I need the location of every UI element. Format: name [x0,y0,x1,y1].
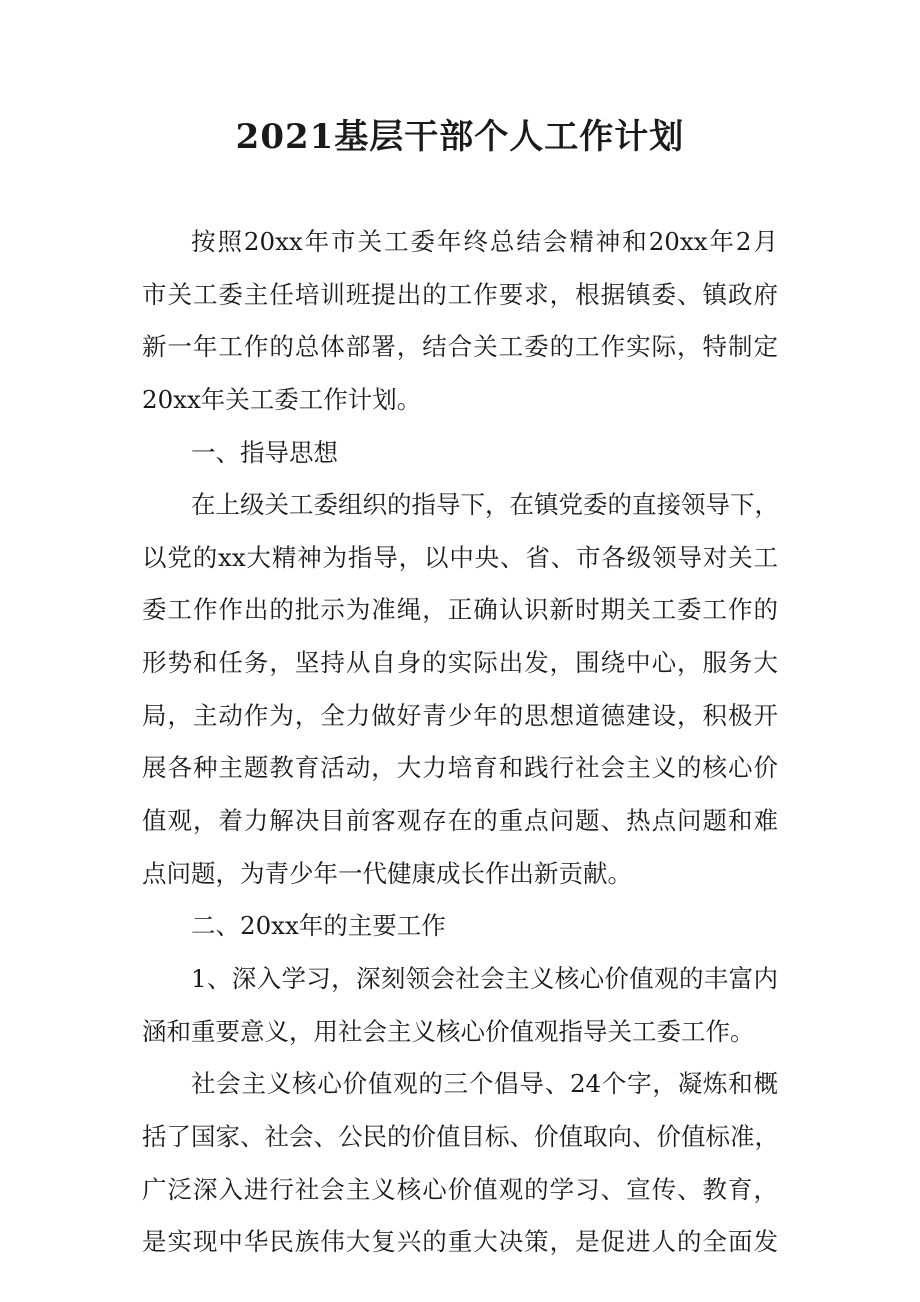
body-line: 20xx年关工委工作计划。 [142,384,422,414]
body-line: 是实现中华民族伟大复兴的重大决策，是促进人的全面发 [142,1227,778,1257]
body-line: 以党的xx大精神为指导，以中央、省、市各级领导对关工 [142,542,778,572]
body-line: 社会主义核心价值观的三个倡导、24个字，凝炼和概 [191,1069,778,1099]
body-line: 市关工委主任培训班提出的工作要求，根据镇委、镇政府 [142,279,778,309]
body-line: 括了国家、社会、公民的价值目标、价值取向、价值标准， [142,1121,779,1151]
body-line: 二、20xx年的主要工作 [191,911,446,941]
document-title: 2021基层干部个人工作计划 [235,117,685,157]
body-line: 在上级关工委组织的指导下，在镇党委的直接领导下， [191,490,779,520]
body-line: 点问题，为青少年一代健康成长作出新贡献。 [142,858,632,888]
body-line: 新一年工作的总体部署，结合关工委的工作实际，特制定 [142,332,778,362]
body-line: 委工作作出的批示为准绳，正确认识新时期关工委工作的 [142,595,778,625]
body-line: 按照20xx年市关工委年终总结会精神和20xx年2月 [191,227,778,256]
body-line: 值观，着力解决目前客观存在的重点问题、热点问题和难 [142,806,778,836]
body-line: 涵和重要意义，用社会主义核心价值观指导关工委工作。 [142,1016,755,1046]
document-body [142,216,778,1269]
body-line: 1、深入学习，深刻领会社会主义核心价值观的丰富内 [191,963,778,993]
body-line: 局，主动作为，全力做好青少年的思想道德建设，积极开 [142,700,778,730]
body-line: 广泛深入进行社会主义核心价值观的学习、宣传、教育， [142,1174,778,1204]
body-line: 展各种主题教育活动，大力培育和践行社会主义的核心价 [142,753,778,783]
body-line: 一、指导思想 [191,437,338,467]
body-line: 形势和任务，坚持从自身的实际出发，围绕中心，服务大 [142,648,778,678]
